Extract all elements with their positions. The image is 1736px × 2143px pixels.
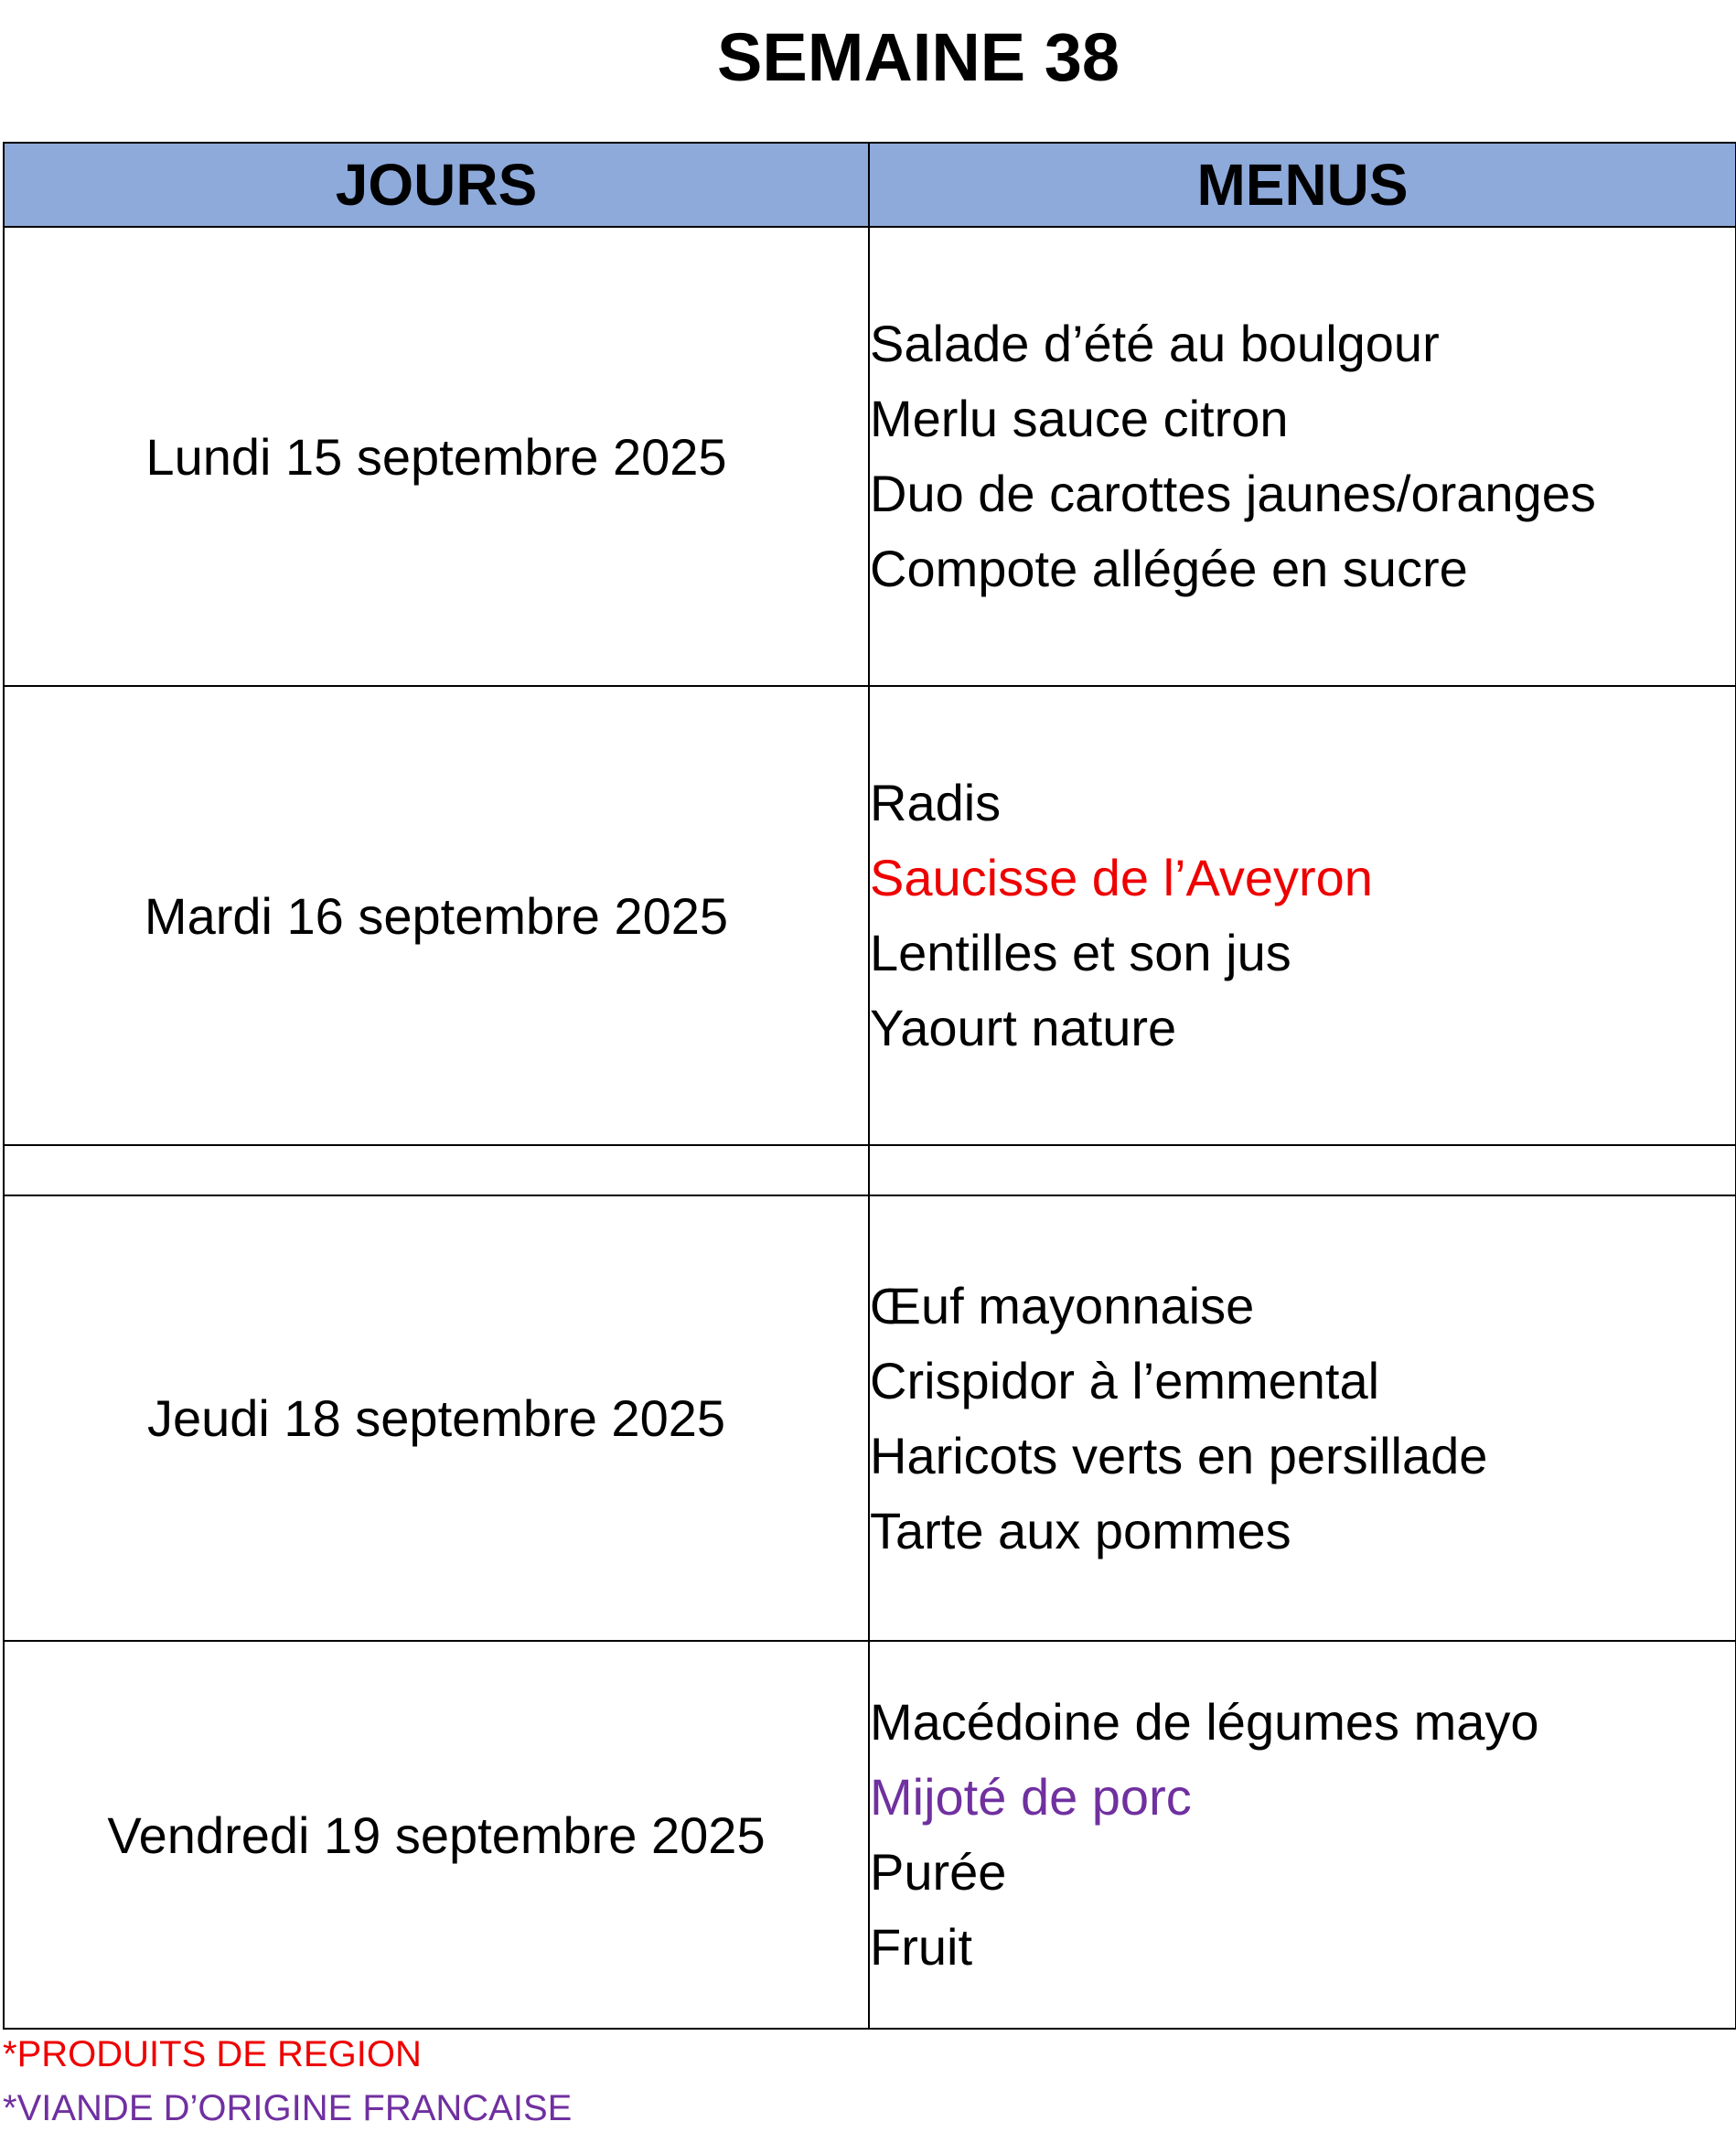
menu-cell [869, 686, 1736, 1145]
dish-item: Duo de carottes jaunes/oranges [870, 465, 1596, 522]
dish-item: Haricots verts en persillade [870, 1426, 1488, 1484]
menu-cell [869, 1195, 1736, 1641]
table-row-mardi [4, 686, 1736, 1145]
table-header-row [4, 143, 1736, 227]
dish-item: Macédoine de légumes mayo [870, 1693, 1539, 1751]
day-cell: Jeudi 18 septembre 2025 [4, 1195, 869, 1641]
dish-item: Crispidor à l’emmental [870, 1351, 1380, 1409]
dish-item-french-meat: Mijoté de porc [870, 1768, 1192, 1826]
dish-item: Radis [870, 774, 1002, 831]
menu-table [3, 142, 1736, 2030]
table-row-empty [4, 1145, 1736, 1195]
day-cell: Mardi 16 septembre 2025 [4, 686, 869, 1145]
table-row-vendredi [4, 1641, 1736, 2029]
dish-item: Fruit [870, 1918, 972, 1976]
dish-item: Yaourt nature [870, 999, 1177, 1056]
menu-cell [869, 1641, 1736, 2029]
day-cell: Lundi 15 septembre 2025 [4, 227, 869, 686]
legend-region-products: *PRODUITS DE REGION [3, 2034, 422, 2074]
legend-french-meat: *VIANDE D’ORIGINE FRANCAISE [3, 2088, 573, 2128]
header-days: JOURS [4, 143, 869, 227]
day-cell: Vendredi 19 septembre 2025 [4, 1641, 869, 2029]
dish-item: Tarte aux pommes [870, 1501, 1291, 1559]
day-cell-empty [4, 1145, 869, 1195]
dish-item: Lentilles et son jus [870, 924, 1291, 981]
menu-cell [869, 227, 1736, 686]
dish-item: Œuf mayonnaise [870, 1276, 1255, 1334]
dish-item: Salade d’été au boulgour [870, 315, 1440, 372]
dish-item: Purée [870, 1843, 1007, 1901]
menu-cell-empty [869, 1145, 1736, 1195]
table-row-lundi [4, 227, 1736, 686]
header-menus: MENUS [869, 143, 1736, 227]
dish-item: Merlu sauce citron [870, 390, 1289, 447]
page-title: SEMAINE 38 [716, 19, 1120, 95]
dish-item: Compote allégée en sucre [870, 540, 1468, 597]
dish-item-region-product: Saucisse de l’Aveyron [870, 849, 1373, 906]
table-row-jeudi [4, 1195, 1736, 1641]
